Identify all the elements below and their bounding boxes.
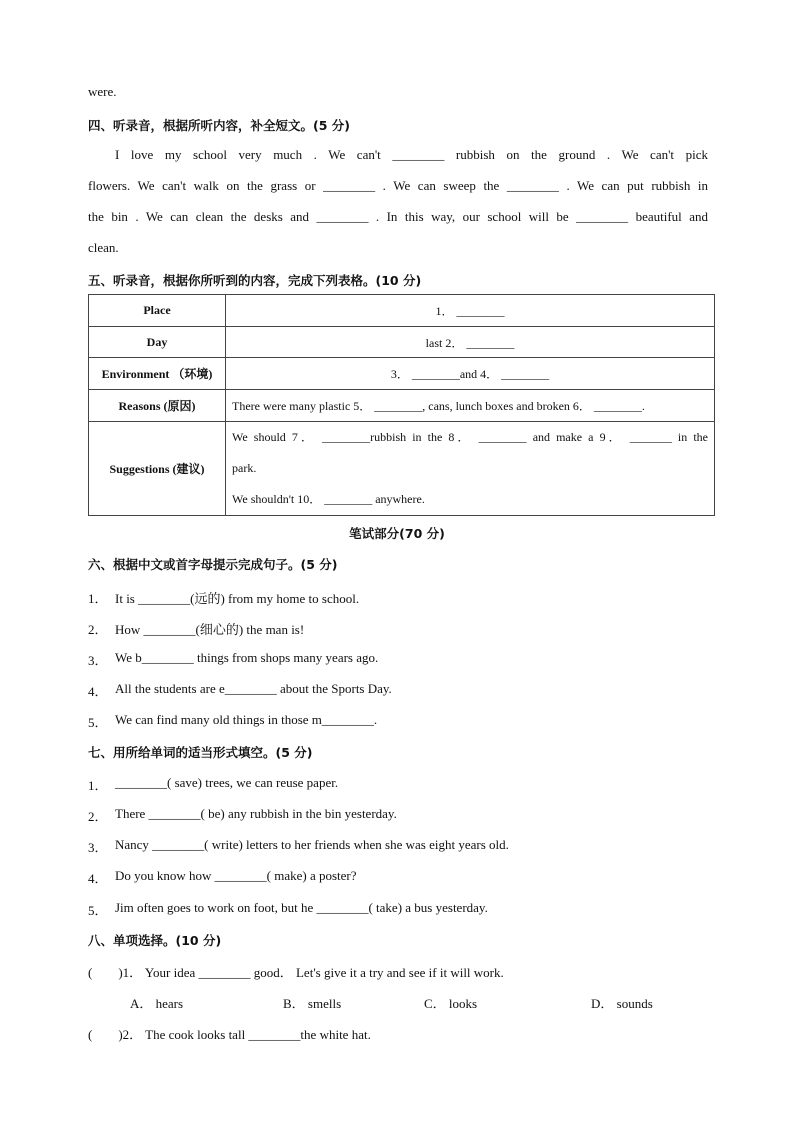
- table-row: [89, 358, 715, 390]
- item-number: 5．: [88, 715, 108, 730]
- passage-line: flowers. We can't walk on the grass or ________ . We can sweep the ________ . We can put rubbish in: [88, 178, 708, 193]
- table-row: [89, 422, 715, 516]
- option-a: A． hears: [130, 996, 184, 1011]
- section-4-title: 四、听录音，根据所听内容，补全短文。(5 分): [88, 118, 350, 133]
- table-cell: 1． ________: [226, 295, 715, 327]
- item-number: 2．: [88, 809, 108, 824]
- intro-tail: were.: [88, 84, 117, 99]
- table-label: Day: [89, 327, 226, 358]
- question-stem: ( )2． The cook looks tall ________the white hat.: [88, 1027, 371, 1042]
- item-text: ________( save) trees, we can reuse paper.: [115, 775, 339, 790]
- section-7-title: 七、用所给单词的适当形式填空。(5 分): [88, 745, 313, 760]
- item-text: It is ________(远的) from my home to school.: [115, 591, 360, 606]
- item-number: 1．: [88, 591, 108, 606]
- suggestion-line: park.: [232, 461, 257, 475]
- item-text: Nancy ________( write) letters to her friends when she was eight years old.: [115, 837, 509, 852]
- option-c: C． looks: [424, 996, 478, 1011]
- table-label: Environment （环境): [89, 358, 226, 390]
- item-text: All the students are e________ about the Sports Day.: [115, 681, 392, 696]
- section-8-title: 八、单项选择。(10 分): [88, 933, 222, 948]
- item-number: 5．: [88, 903, 108, 918]
- item-number: 2．: [88, 622, 108, 637]
- section-6-title: 六、根据中文或首字母提示完成句子。(5 分): [88, 557, 338, 572]
- passage-line: the bin . We can clean the desks and ________ . In this way, our school will be ________ beautiful and: [88, 209, 708, 224]
- item-text: We b________ things from shops many years ago.: [115, 650, 379, 665]
- table-label: Place: [89, 295, 226, 327]
- suggestion-line: We should 7． ________rubbish in the 8． ________ and make a 9． _______ in the: [232, 430, 708, 444]
- item-number: 3．: [88, 653, 108, 668]
- item-text: Do you know how ________( make) a poster?: [115, 868, 357, 883]
- item-text: Jim often goes to work on foot, but he ________( take) a bus yesterday.: [115, 900, 488, 915]
- table-cell: [226, 422, 715, 516]
- written-part-heading: 笔试部分(70 分): [349, 526, 445, 541]
- item-number: 4．: [88, 871, 108, 886]
- item-number: 3．: [88, 840, 108, 855]
- passage-line: clean.: [88, 240, 119, 255]
- suggestion-line: We shouldn't 10． ________ anywhere.: [232, 492, 425, 506]
- listening-table: [88, 294, 715, 516]
- item-text: There ________( be) any rubbish in the bin yesterday.: [115, 806, 397, 821]
- item-number: 4．: [88, 684, 108, 699]
- section-5-title: 五、听录音，根据你所听到的内容，完成下列表格。(10 分): [88, 273, 422, 288]
- question-stem: ( )1． Your idea ________ good． Let's give it a try and see if it will work.: [88, 965, 504, 980]
- item-text: We can find many old things in those m________.: [115, 712, 378, 727]
- passage-line: I love my school very much . We can't ________ rubbish on the ground . We can't pick: [115, 147, 708, 162]
- table-cell: 3． ________and 4． ________: [226, 358, 715, 390]
- table-cell: last 2． ________: [226, 327, 715, 358]
- table-row: [89, 295, 715, 327]
- table-cell: There were many plastic 5． ________, cans, lunch boxes and broken 6． ________.: [226, 390, 715, 422]
- table-row: [89, 390, 715, 422]
- table-label: Reasons (原因): [89, 390, 226, 422]
- option-d: D． sounds: [591, 996, 653, 1011]
- item-number: 1．: [88, 778, 108, 793]
- option-b: B． smells: [283, 996, 342, 1011]
- item-text: How ________(细心的) the man is!: [115, 622, 305, 637]
- table-row: [89, 327, 715, 358]
- table-label: Suggestions (建议): [89, 422, 226, 516]
